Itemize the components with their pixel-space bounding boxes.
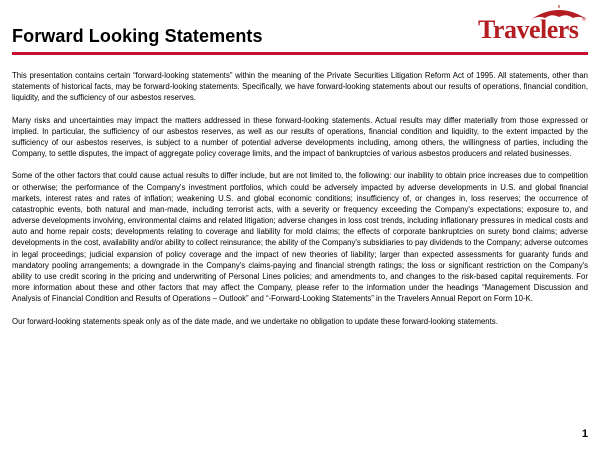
disclaimer-body xyxy=(12,70,588,338)
travelers-logo xyxy=(478,4,590,50)
paragraph-risks: Many risks and uncertainties may impact the matters addressed in these forward-looking statements. Actual results may differ materially from those expressed or implied. In particular, the sufficiency of our asbestos reserves, as well as our results of operations, financial condition and liquidity, to the extent impacted by the sufficiency of our asbestos reserves, is subject to a number of potential adverse developments including, among others, the willingness of parties, including the Company, to settle disputes, the impact of aggregate policy coverage limits, and the impact of bankruptcies of various asbestos producers and related businesses. xyxy=(12,115,588,159)
paragraph-intro: This presentation contains certain “forward-looking statements” within the meaning of the Private Securities Litigation Reform Act of 1995. All statements, other than statements of historical facts, may be forward-looking statements. Specifically, we have forward-looking statements about our results of operations, financial condition, liquidity, and the sufficiency of our asbestos reserves. xyxy=(12,71,588,103)
logo-wordmark: Travelers xyxy=(478,15,579,44)
paragraph-factors: Some of the other factors that could cause actual results to differ include, but are not limited to, the following: our inability to obtain price increases due to competition or otherwise; the performance of the Company's investment portfolios, which could be adversely impacted by adverse developments in U.S. and global financial markets, interest rates and rates of inflation; weakening U.S. and global economic conditions; insufficiency of, or changes in, loss reserves; the occurrence of catastrophic events, both natural and man-made, including terrorist acts, with a severity or frequency exceeding the Company's expectations; exposure to, and adverse developments involving, environmental claims and related litigation; adverse changes in loss cost trends, including inflationary pressures in medical costs and auto and home repair costs; developments relating to coverage and liability for mold claims; the effects of corporate bankruptcies on surety bond claims; adverse developments in the cost, availability and/or ability to collect reinsurance; the ability of the Company's subsidiaries to pay dividends to the Company; adverse outcomes in legal proceedings; judicial expansion of policy coverage and the impact of new theories of liability; larger than expected assessments for guaranty funds and mandatory pooling arrangements; a downgrade in the Company's claims-paying and financial strength ratings; the loss or significant restriction on the Company's ability to use credit scoring in the pricing and underwriting of Personal Lines policies; and amendments to, and changes to the risk-based capital requirements. For more information about these and other factors that may affect the Company, please refer to the information under the headings “Management Discussion and Analysis of Financial Condition and Results of Operations – Outlook” and “-Forward-Looking Statements” in the Travelers Annual Report on Form 10-K. xyxy=(12,171,588,304)
title-underline xyxy=(12,52,588,55)
logo-registered-mark: ® xyxy=(582,17,586,23)
paragraph-closing: Our forward-looking statements speak only as of the date made, and we undertake no obligation to update these forward-looking statements. xyxy=(12,316,498,326)
page-number: 1 xyxy=(581,428,588,440)
page-title: Forward Looking Statements xyxy=(12,26,263,46)
